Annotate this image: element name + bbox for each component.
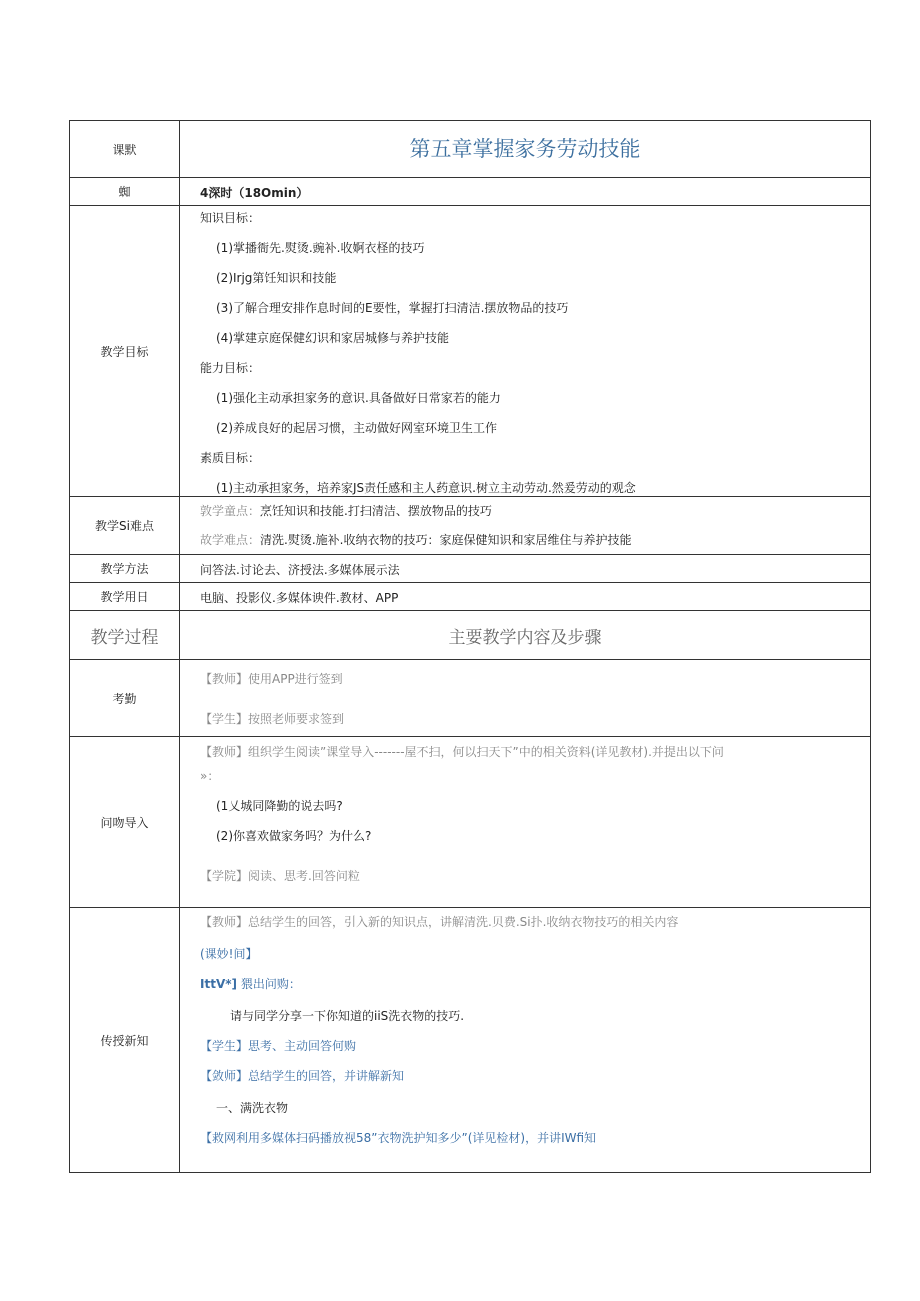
row-course [70,121,871,178]
nk-share-text: 请与同学分享一下你知道的iiS洗衣物的技巧. [230,1009,465,1023]
difficult-text: 清洗.熨烫.施补.收纳衣物的技巧：家庭保健知识和家居维住与养护技能 [260,533,632,547]
nk-discuss-text: 猥出问购： [240,977,301,991]
tools-cell [180,583,871,611]
methods-text: 问答法.讨论去、济授法.多媒体展示法 [200,563,400,577]
intro-teacher-line: 【教师】组织学生阅读”课堂导入-------屋不扫，何以扫天下”中的相关资料(详见教材).并提出以下问 [200,745,724,759]
attendance-content [180,660,871,737]
tools-label: 教学用日 [100,590,149,604]
new-knowledge-content [180,908,871,1173]
ability-heading: 能力目标： [200,361,261,375]
knowledge-item-2: (2)Irjg第饪知识和技能 [216,271,337,285]
knowledge-item-3: (3)了解合理安排作息时间的E要性，掌握打扫清洁.摆放物品的技巧 [216,301,569,315]
row-objectives [70,206,871,497]
knowledge-item-4: (4)掌建京庭保健幻识和家居城修与养护技能 [216,331,449,345]
quality-item-1: (1)主动承担家务，培养家JS责任感和主人药意识.树立主动劳动.然爰劳动的观念 [216,481,636,495]
hours-value-cell [180,178,871,206]
intro-teacher-line-cont: »： [200,769,220,783]
important-points [200,503,870,532]
ability-item-2: (2)养成良好的起居习惯，主动做好网室环境卫生工作 [216,421,498,435]
tools-text: 电脑、投影仪.多媒体谀件.教材、APP [200,591,399,605]
intro-label: 问吻导入 [100,815,149,830]
intro-question-1: (1乂城同降勤的说去吗? [216,799,343,813]
nk-teacher-line: 【教师】总结学生的回答，引入新的知识点，讲解清洗.贝费.Si扑.收纳衣物技巧的相关内容 [200,915,679,929]
objectives-label: 教学目标 [100,344,149,359]
knowledge-heading: 知识目标： [200,211,261,225]
process-right-cell [180,611,871,660]
methods-cell [180,555,871,583]
key-points-label-cell [70,497,180,555]
course-label: 课默 [112,142,137,157]
course-label-cell [70,121,180,178]
intro-question-2: (2)你喜欢做家务吗？为什么? [216,829,372,843]
objectives-label-cell [70,206,180,497]
key-points-content [180,497,871,555]
nk-last-line: 【救网利用多媒体扫码播放视58”衣物洗护知多少”(详见检材)，并讲IWfi知 [200,1131,597,1145]
methods-label-cell [70,555,180,583]
new-knowledge-label-cell [70,908,180,1173]
chapter-title: 第五章掌握家务劳动技能 [409,137,641,161]
knowledge-item-1: (1)掌播衙先.熨烫.豌补.收婀衣柽的技巧 [216,241,425,255]
row-hours [70,178,871,206]
quality-heading: 素质目标： [200,451,261,465]
hours-value: 4深时（18Omin） [200,186,309,200]
row-intro [70,737,871,908]
nk-teacher-line-2: 【敛师】总结学生的回答，并讲解新知 [200,1069,405,1083]
attendance-student-line: 【学生】按照老师要求签到 [200,712,345,726]
nk-section-title: 一、满洗衣物 [216,1101,289,1115]
lesson-plan-table [69,120,871,1173]
row-process-header [70,611,871,660]
intro-content [180,737,871,908]
process-left-heading: 教学过程 [90,627,159,648]
attendance-label-cell [70,660,180,737]
hours-label: 蜘 [118,185,131,199]
methods-label: 教学方法 [100,562,149,576]
process-left-cell [70,611,180,660]
key-points-label: 教学Si难点 [95,519,154,533]
difficult-label: 故学难点： [200,533,261,547]
attendance-label: 考勤 [112,691,137,706]
nk-student-line: 【学生】思考、主动回答何购 [200,1039,357,1053]
process-right-heading: 主要教学内容及步骤 [448,627,602,648]
row-attendance [70,660,871,737]
nk-discuss-line [200,976,870,1008]
nk-discuss-tag: IttV*] [200,977,237,991]
new-knowledge-label: 传授新知 [100,1033,149,1048]
row-methods [70,555,871,583]
important-text: 烹饪知识和技能.打扫清洁、摆放物品的技巧 [260,504,492,518]
chapter-title-cell [180,121,871,178]
row-key-points [70,497,871,555]
row-tools [70,583,871,611]
objectives-content [180,206,871,497]
important-label: 敦学童点： [200,504,261,518]
ability-item-1: (1)强化主动承担家务的意识.具备做好日常家若的能力 [216,391,501,405]
attendance-teacher-line: 【教师】使用APP进行签到 [200,672,343,686]
row-new-knowledge [70,908,871,1173]
nk-class-tag: (课妙!间】 [200,947,258,961]
tools-label-cell [70,583,180,611]
hours-label-cell [70,178,180,206]
intro-label-cell [70,737,180,908]
intro-student-line: 【学院】阅读、思考.回答问粒 [200,869,360,883]
difficult-points [200,532,870,548]
